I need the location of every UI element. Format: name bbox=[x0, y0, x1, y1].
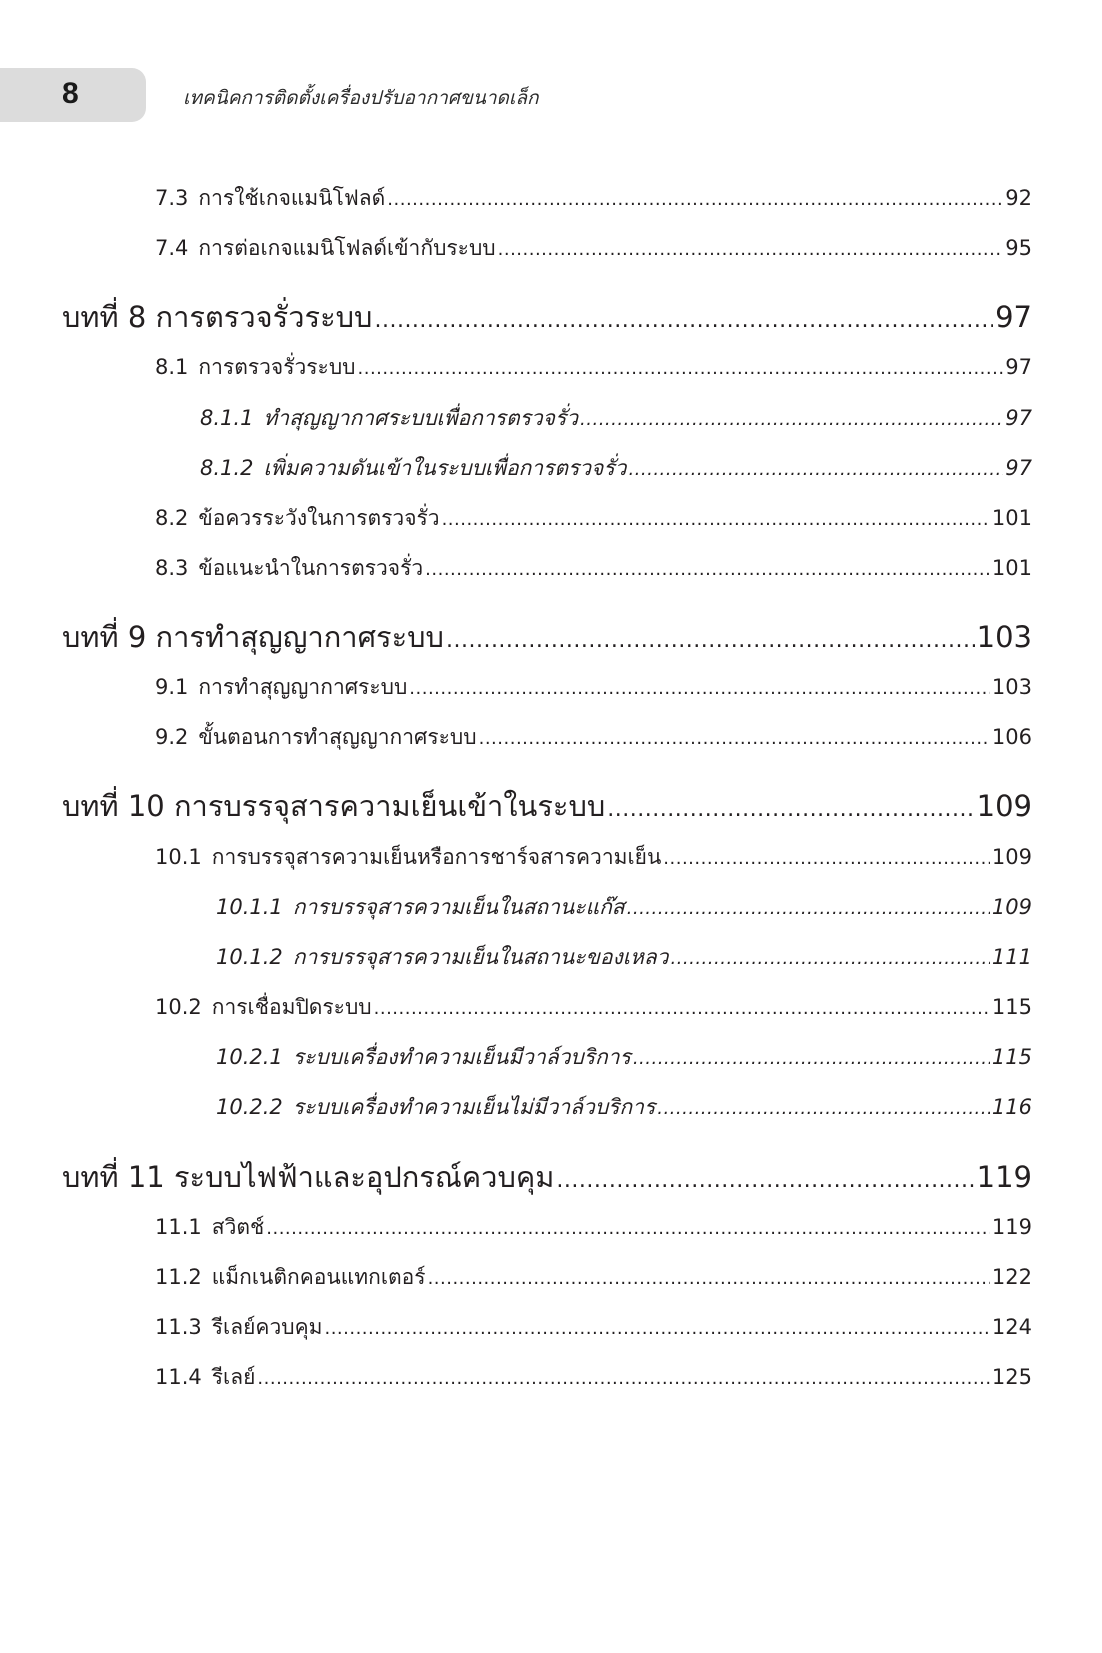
toc-entry-7-4[interactable] bbox=[155, 233, 1032, 265]
toc-chapter-10[interactable] bbox=[62, 786, 1032, 830]
toc-entry-number: 7.4 bbox=[155, 236, 189, 260]
dot-leader bbox=[446, 617, 975, 661]
toc-entry-number: 9.1 bbox=[155, 675, 189, 699]
toc-entry-9-1[interactable] bbox=[155, 672, 1032, 704]
toc-entry-page: 122 bbox=[991, 1265, 1032, 1289]
dot-leader bbox=[409, 672, 990, 704]
toc-entry-title: ข้อแนะนำในการตรวจรั่ว bbox=[198, 556, 424, 580]
toc-entry-page: 125 bbox=[991, 1365, 1032, 1389]
toc-entry-title: ข้อควรระวังในการตรวจรั่ว bbox=[198, 506, 440, 530]
dot-leader bbox=[663, 842, 990, 874]
dot-leader bbox=[425, 553, 990, 585]
toc-entry-page: 115 bbox=[991, 995, 1032, 1019]
toc-entry-title: การตรวจรั่วระบบ bbox=[198, 355, 356, 379]
toc-entry-number: 8.1.2 bbox=[200, 456, 254, 480]
toc-entry-title: เพิ่มความดันเข้าในระบบเพื่อการตรวจรั่ว bbox=[263, 456, 627, 480]
toc-entry-number: 10.2.1 bbox=[216, 1045, 283, 1069]
toc-entry-page: 115 bbox=[991, 1045, 1032, 1069]
toc-chapter-8[interactable] bbox=[62, 297, 1032, 341]
toc-entry-number: 11.1 bbox=[155, 1215, 202, 1239]
toc-entry-page: 106 bbox=[991, 725, 1032, 749]
toc-entry-11-1[interactable] bbox=[155, 1212, 1032, 1244]
toc-entry-7-3[interactable] bbox=[155, 183, 1032, 215]
toc-entry-10-2-1[interactable] bbox=[216, 1042, 1032, 1074]
toc-entry-title: รีเลย์ bbox=[211, 1365, 256, 1389]
toc-entry-10-2-2[interactable] bbox=[216, 1092, 1032, 1124]
toc-entry-10-1-1[interactable] bbox=[216, 892, 1032, 924]
dot-leader bbox=[257, 1362, 990, 1394]
toc-entry-8-1[interactable] bbox=[155, 352, 1032, 384]
toc-entry-page: 103 bbox=[991, 675, 1032, 699]
toc-entry-page: 101 bbox=[991, 556, 1032, 580]
toc-entry-page: 116 bbox=[991, 1095, 1032, 1119]
toc-entry-title: การบรรจุสารความเย็นในสถานะแก๊ส bbox=[292, 895, 625, 919]
toc-chapter-page: 103 bbox=[976, 620, 1032, 654]
toc-entry-page: 97 bbox=[1005, 406, 1032, 430]
toc-entry-page: 109 bbox=[991, 845, 1032, 869]
dot-leader bbox=[374, 297, 993, 341]
toc-entry-number: 10.2 bbox=[155, 995, 202, 1019]
dot-leader bbox=[387, 183, 1003, 215]
toc-entry-number: 10.1.2 bbox=[216, 945, 283, 969]
toc-entry-9-2[interactable] bbox=[155, 722, 1032, 754]
toc-entry-number: 8.2 bbox=[155, 506, 189, 530]
toc-entry-page: 124 bbox=[991, 1315, 1032, 1339]
dot-leader bbox=[627, 892, 990, 924]
toc-entry-number: 9.2 bbox=[155, 725, 189, 749]
dot-leader bbox=[374, 992, 990, 1024]
dot-leader bbox=[633, 1042, 990, 1074]
dot-leader bbox=[324, 1312, 989, 1344]
toc-entry-title: ขั้นตอนการทำสุญญากาศระบบ bbox=[198, 725, 477, 749]
toc-chapter-9[interactable] bbox=[62, 617, 1032, 661]
toc-entry-title: การต่อเกจแมนิโฟลด์เข้ากับระบบ bbox=[198, 236, 496, 260]
page-number: 8 bbox=[62, 77, 79, 110]
toc-entry-11-2[interactable] bbox=[155, 1262, 1032, 1294]
toc-entry-title: การเชื่อมปิดระบบ bbox=[211, 995, 372, 1019]
toc-entry-number: 8.1 bbox=[155, 355, 189, 379]
toc-entry-title: แม็กเนติกคอนแทกเตอร์ bbox=[211, 1265, 426, 1289]
toc-entry-10-1[interactable] bbox=[155, 842, 1032, 874]
toc-chapter-page: 97 bbox=[995, 300, 1032, 334]
toc-chapter-title: บทที่ 9 การทำสุญญากาศระบบ bbox=[62, 620, 444, 654]
toc-chapter-title: บทที่ 11 ระบบไฟฟ้าและอุปกรณ์ควบคุม bbox=[62, 1160, 555, 1194]
toc-entry-number: 7.3 bbox=[155, 186, 189, 210]
toc-entry-10-2[interactable] bbox=[155, 992, 1032, 1024]
toc-entry-number: 11.2 bbox=[155, 1265, 202, 1289]
dot-leader bbox=[628, 453, 1003, 485]
toc-entry-page: 119 bbox=[991, 1215, 1032, 1239]
toc-entry-8-2[interactable] bbox=[155, 503, 1032, 535]
toc-entry-8-3[interactable] bbox=[155, 553, 1032, 585]
toc-entry-title: ระบบเครื่องทำความเย็นไม่มีวาล์วบริการ bbox=[292, 1095, 656, 1119]
toc-chapter-title: บทที่ 10 การบรรจุสารความเย็นเข้าในระบบ bbox=[62, 789, 606, 823]
toc-entry-number: 11.4 bbox=[155, 1365, 202, 1389]
toc-entry-page: 111 bbox=[991, 945, 1032, 969]
dot-leader bbox=[479, 722, 990, 754]
toc-entry-number: 10.2.2 bbox=[216, 1095, 283, 1119]
toc-chapter-11[interactable] bbox=[62, 1157, 1032, 1201]
dot-leader bbox=[580, 403, 1003, 435]
toc-entry-title: รีเลย์ควบคุม bbox=[211, 1315, 323, 1339]
toc-entry-number: 11.3 bbox=[155, 1315, 202, 1339]
toc-entry-page: 109 bbox=[991, 895, 1032, 919]
toc-entry-number: 10.1 bbox=[155, 845, 202, 869]
dot-leader bbox=[498, 233, 1004, 265]
toc-entry-page: 97 bbox=[1005, 355, 1032, 379]
toc-entry-title: ระบบเครื่องทำความเย็นมีวาล์วบริการ bbox=[292, 1045, 631, 1069]
toc-chapter-page: 119 bbox=[976, 1160, 1032, 1194]
toc-entry-title: การบรรจุสารความเย็นในสถานะของเหลว bbox=[292, 945, 669, 969]
toc-entry-page: 97 bbox=[1005, 456, 1032, 480]
toc-entry-number: 10.1.1 bbox=[216, 895, 283, 919]
toc-entry-8-1-2[interactable] bbox=[200, 453, 1032, 485]
dot-leader bbox=[556, 1157, 974, 1201]
toc-entry-page: 92 bbox=[1005, 186, 1032, 210]
dot-leader bbox=[266, 1212, 990, 1244]
toc-chapter-title: บทที่ 8 การตรวจรั่วระบบ bbox=[62, 300, 373, 334]
toc-entry-title: การใช้เกจแมนิโฟลด์ bbox=[198, 186, 386, 210]
toc-chapter-page: 109 bbox=[976, 789, 1032, 823]
toc-entry-page: 101 bbox=[991, 506, 1032, 530]
toc-entry-title: การบรรจุสารความเย็นหรือการชาร์จสารความเย็น bbox=[211, 845, 662, 869]
toc-entry-11-4[interactable] bbox=[155, 1362, 1032, 1394]
dot-leader bbox=[358, 352, 1004, 384]
toc-entry-title: ทำสุญญากาศระบบเพื่อการตรวจรั่ว bbox=[263, 406, 579, 430]
running-title: เทคนิคการติดตั้งเครื่องปรับอากาศขนาดเล็ก bbox=[183, 87, 539, 109]
dot-leader bbox=[428, 1262, 990, 1294]
toc-entry-number: 8.3 bbox=[155, 556, 189, 580]
toc-entry-11-3[interactable] bbox=[155, 1312, 1032, 1344]
toc-entry-page: 95 bbox=[1005, 236, 1032, 260]
toc-entry-number: 8.1.1 bbox=[200, 406, 254, 430]
toc-entry-title: สวิตช์ bbox=[211, 1215, 265, 1239]
toc-entry-10-1-2[interactable] bbox=[216, 942, 1032, 974]
dot-leader bbox=[442, 503, 990, 535]
dot-leader bbox=[670, 942, 989, 974]
toc-entry-8-1-1[interactable] bbox=[200, 403, 1032, 435]
dot-leader bbox=[607, 786, 974, 830]
toc-entry-title: การทำสุญญากาศระบบ bbox=[198, 675, 408, 699]
dot-leader bbox=[657, 1092, 990, 1124]
